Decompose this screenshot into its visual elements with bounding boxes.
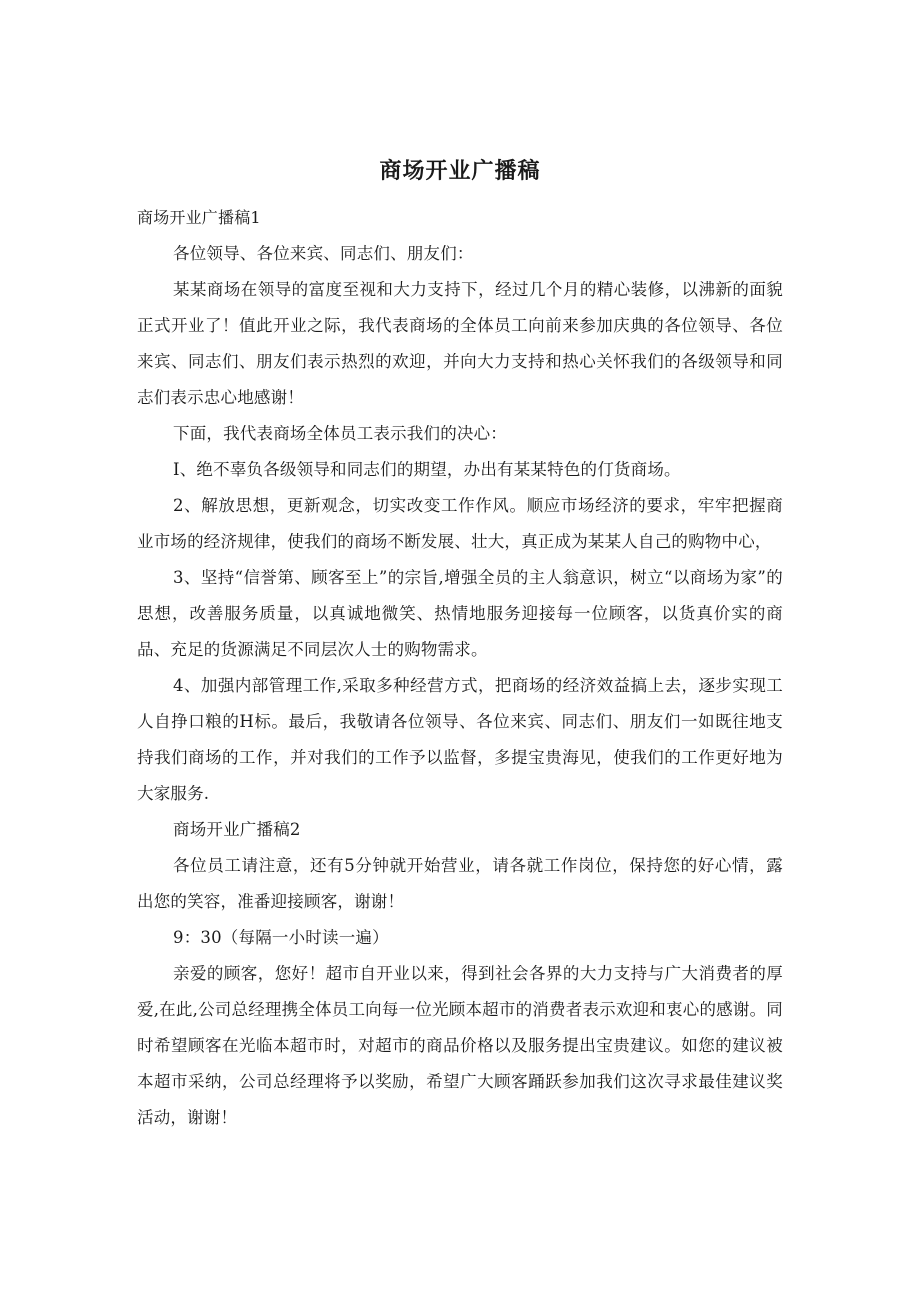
staff-notice: 各位员工请注意，还有5分钟就开始营业，请各就工作岗位，保持您的好心情，露出您的笑容，准番迎接顾客，谢谢！ <box>137 856 783 911</box>
section-heading-2: 商场开业广播稿2 <box>173 820 301 839</box>
customer-greeting: 亲爱的顾客，您好！超市自开业以来，得到社会各界的大力支持与广大消费者的厚爱,在此,公司总经理携全体员工向每一位光顾本超市的消费者表示欢迎和衷心的感谢。同时希望顾客在光临本超市时，对超市的商品价格以及服务提出宝贵建议。如您的建议被本超市采纳，公司总经理将予以奖励，希望广大顾客踊跃参加我们这次寻求最佳建议奖活动，谢谢！ <box>137 964 783 1127</box>
opening-paragraph: 某某商场在领导的富度至视和大力支持下，经过几个月的精心装修，以沸新的面貌正式开业了！值此开业之际，我代表商场的全体员工向前来参加庆典的各位领导、各位来宾、同志们、朋友们表示热烈的欢迎，并向大力支持和热心关怀我们的各级领导和同志们表示忠心地感谢！ <box>137 280 783 407</box>
resolution-intro: 下面，我代表商场全体员工表示我们的决心： <box>173 424 507 443</box>
document-body <box>137 200 783 1136</box>
section-heading-1: 商场开业广播稿1 <box>137 208 261 227</box>
resolution-item-1: I、绝不辜负各级领导和同志们的期望，办出有某某特色的仃货商场。 <box>173 460 681 479</box>
resolution-item-4: 4、加强内部管理工作,采取多种经营方式，把商场的经济效益搞上去，逐步实现工人自挣口粮的H标。最后，我敬请各位领导、各位来宾、同志们、朋友们一如既往地支持我们商场的工作，并对我们的工作予以监督，多提宝贵海见，使我们的工作更好地为大家服务. <box>137 676 783 803</box>
resolution-item-2: 2、解放思想，更新观念，切实改变工作作风。顺应市场经济的要求，牢牢把握商业市场的经济规律，使我们的商场不断发展、壮大，真正成为某某人自己的购物中心， <box>137 496 783 551</box>
salutation: 各位领导、各位来宾、同志们、朋友们： <box>173 244 474 263</box>
document-title: 商场开业广播稿 <box>379 159 541 184</box>
resolution-item-3: 3、坚持“信誉第、顾客至上”的宗旨,增强全员的主人翁意识，树立“以商场为家”的思想，改善服务质量，以真诚地微笑、热情地服务迎接每一位顾客，以货真价实的商品、充足的货源满足不同层次人士的购物需求。 <box>137 568 783 659</box>
time-note: 9：30（每隔一小时读一遍） <box>173 928 389 947</box>
